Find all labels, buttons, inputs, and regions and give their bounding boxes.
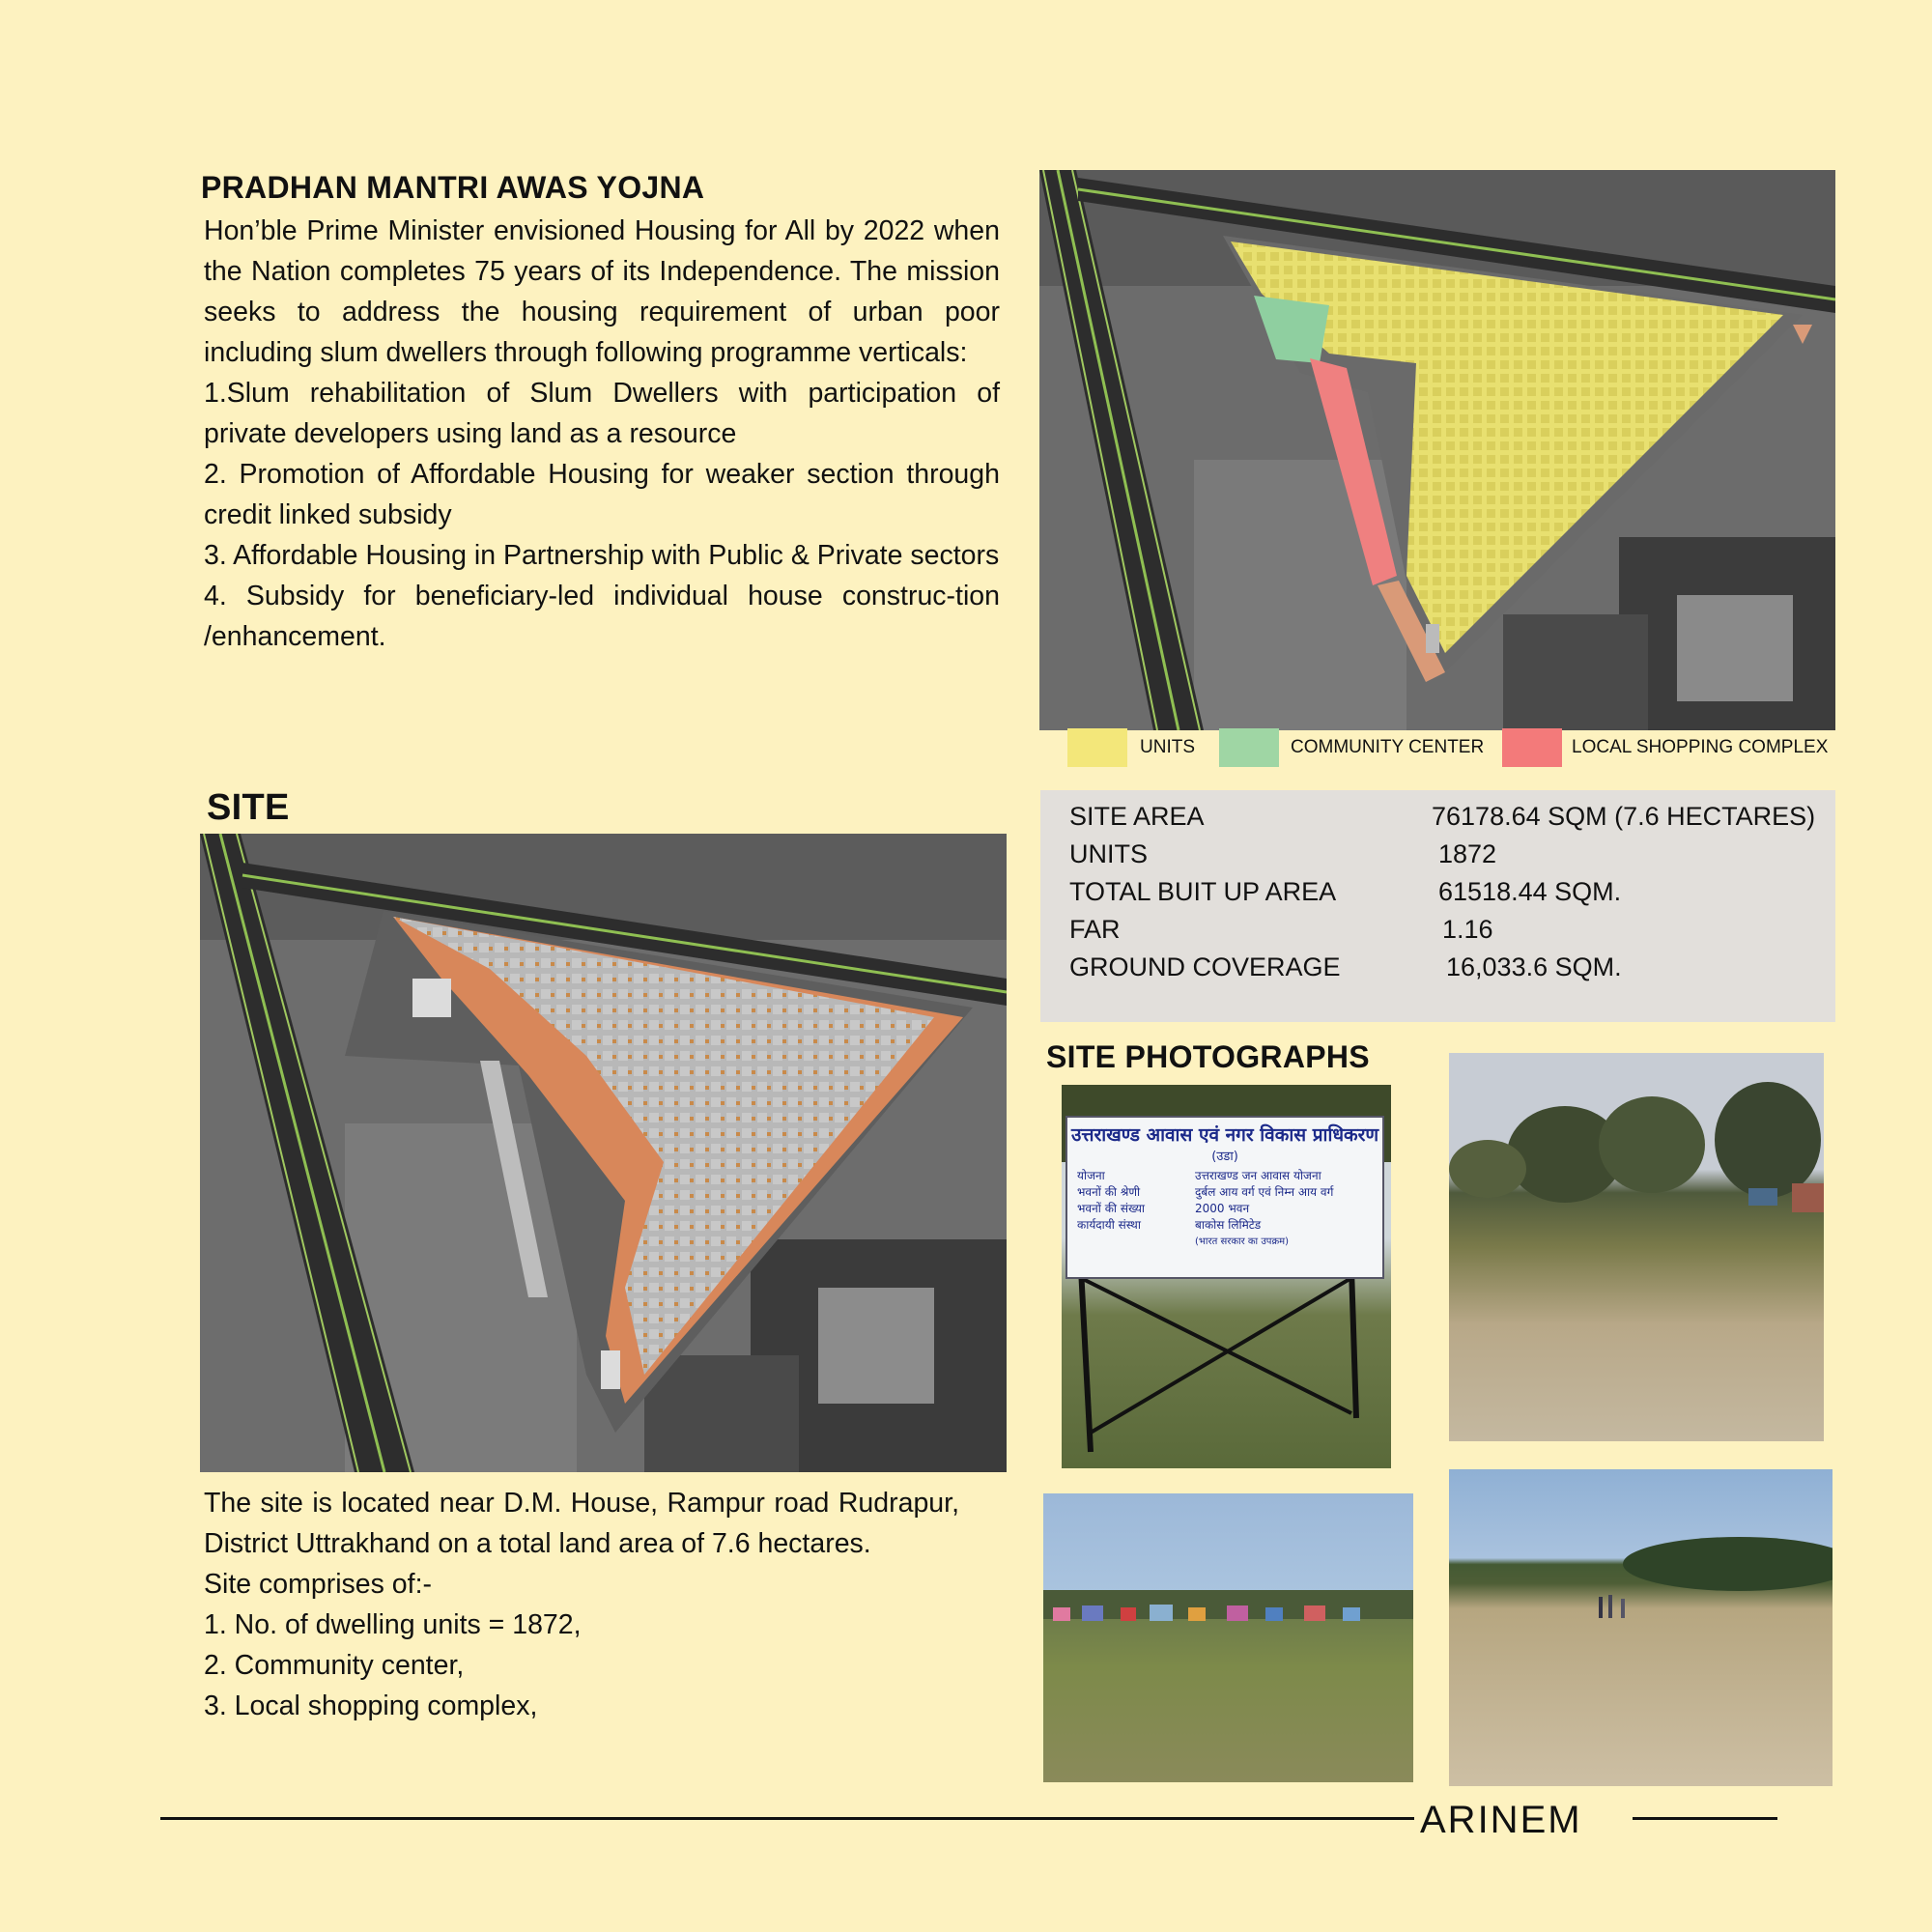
- stat-row-built-up-area: [1069, 877, 1622, 907]
- legend-swatch-community: [1219, 728, 1279, 767]
- site-paragraph: 1. No. of dwelling units = 1872,: [204, 1609, 582, 1640]
- site-plan-image: [200, 834, 1007, 1472]
- settlement-svg: [1043, 1493, 1413, 1782]
- stat-row-ground-coverage: [1069, 952, 1622, 982]
- footer-rule-left: [160, 1817, 1414, 1820]
- site-photo-field-trees: [1449, 1053, 1824, 1441]
- stat-value: 16,033.6 SQM.: [1446, 952, 1622, 981]
- signboard-text: (भारत सरकार का उपक्रम): [1195, 1236, 1290, 1247]
- intro-text: [204, 211, 1000, 657]
- site-text: [204, 1483, 959, 1726]
- site-heading: SITE: [207, 787, 290, 828]
- stat-row-far: [1069, 915, 1493, 945]
- signboard-text: उत्तराखण्ड जन आवास योजना: [1195, 1169, 1321, 1182]
- site-stats-table: [1040, 790, 1835, 1022]
- intro-paragraph: 3. Affordable Housing in Partnership with Public & Private sectors: [204, 540, 1000, 571]
- signboard-text: भवनों की संख्या: [1077, 1202, 1146, 1215]
- stat-row-units: [1069, 839, 1497, 869]
- stat-label: TOTAL BUIT UP AREA: [1069, 877, 1337, 906]
- legend-label-community: COMMUNITY CENTER: [1291, 737, 1485, 757]
- stat-value: 1872: [1438, 839, 1497, 868]
- signboard-text: बाकोस लिमिटेड: [1195, 1218, 1262, 1232]
- signboard-subtitle: (उडा): [1211, 1150, 1238, 1164]
- intro-paragraph: 2. Promotion of Affordable Housing for weaker section through credit linked subsidy: [204, 459, 1000, 530]
- signboard-title: उत्तराखण्ड आवास एवं नगर विकास प्राधिकरण: [1071, 1124, 1379, 1146]
- legend-label-units: UNITS: [1140, 737, 1195, 757]
- stat-label: SITE AREA: [1069, 802, 1205, 831]
- site-paragraph: The site is located near D.M. House, Rampur road Rudrapur, District Uttrakhand on a total land area of 7.6 hectares.: [204, 1488, 959, 1559]
- intro-paragraph: 1.Slum rehabilitation of Slum Dwellers with participation of private developers using land as a resource: [204, 378, 1000, 449]
- signboard-text: योजना: [1077, 1169, 1105, 1182]
- signboard-text: 2000 भवन: [1195, 1202, 1250, 1215]
- site-photographs-heading: SITE PHOTOGRAPHS: [1046, 1039, 1370, 1074]
- site-photo-signboard: [1062, 1085, 1391, 1468]
- site-paragraph: Site comprises of:-: [204, 1569, 432, 1600]
- stat-label: UNITS: [1069, 839, 1148, 868]
- brand-logo: ARINEM: [1420, 1799, 1582, 1841]
- signboard-text: भवनों की श्रेणी: [1077, 1185, 1141, 1199]
- signboard: [1065, 1116, 1384, 1279]
- site-photo-open-ground: [1449, 1469, 1833, 1786]
- field-trees-svg: [1449, 1053, 1824, 1441]
- legend-label-shopping: LOCAL SHOPPING COMPLEX: [1572, 737, 1829, 757]
- stat-value: 1.16: [1442, 915, 1493, 944]
- site-paragraph: 3. Local shopping complex,: [204, 1690, 538, 1721]
- stat-value: 76178.64 SQM (7.6 HECTARES): [1432, 802, 1816, 831]
- signboard-left-column: [1077, 1168, 1145, 1234]
- site-photo-settlement: [1043, 1493, 1413, 1782]
- signboard-right-column: [1195, 1168, 1333, 1250]
- stat-label: GROUND COVERAGE: [1069, 952, 1341, 981]
- legend-swatch-shopping: [1502, 728, 1562, 767]
- master-plan-image: [1039, 170, 1835, 730]
- stat-value: 61518.44 SQM.: [1438, 877, 1622, 906]
- legend-swatch-units: [1067, 728, 1127, 767]
- footer-rule-right: [1633, 1817, 1777, 1820]
- stat-row-site-area: [1069, 802, 1816, 832]
- signboard-text: दुर्बल आय वर्ग एवं निम्न आय वर्ग: [1195, 1185, 1334, 1199]
- site-paragraph: 2. Community center,: [204, 1650, 465, 1681]
- intro-paragraph: Hon’ble Prime Minister envisioned Housing for All by 2022 when the Nation completes 75 years of its Independence. The mission seeks to address the housing requirement of urban poor including slum dwellers through following programme verticals:: [204, 215, 1000, 368]
- intro-paragraph: 4. Subsidy for beneficiary-led individual house construc-tion /enhancement.: [204, 581, 1000, 652]
- stat-label: FAR: [1069, 915, 1121, 944]
- open-ground-svg: [1449, 1469, 1833, 1786]
- site-plan-svg: [200, 834, 1007, 1472]
- signboard-text: कार्यदायी संस्था: [1077, 1218, 1141, 1232]
- master-plan-svg: [1039, 170, 1835, 730]
- intro-heading: PRADHAN MANTRI AWAS YOJNA: [201, 170, 705, 205]
